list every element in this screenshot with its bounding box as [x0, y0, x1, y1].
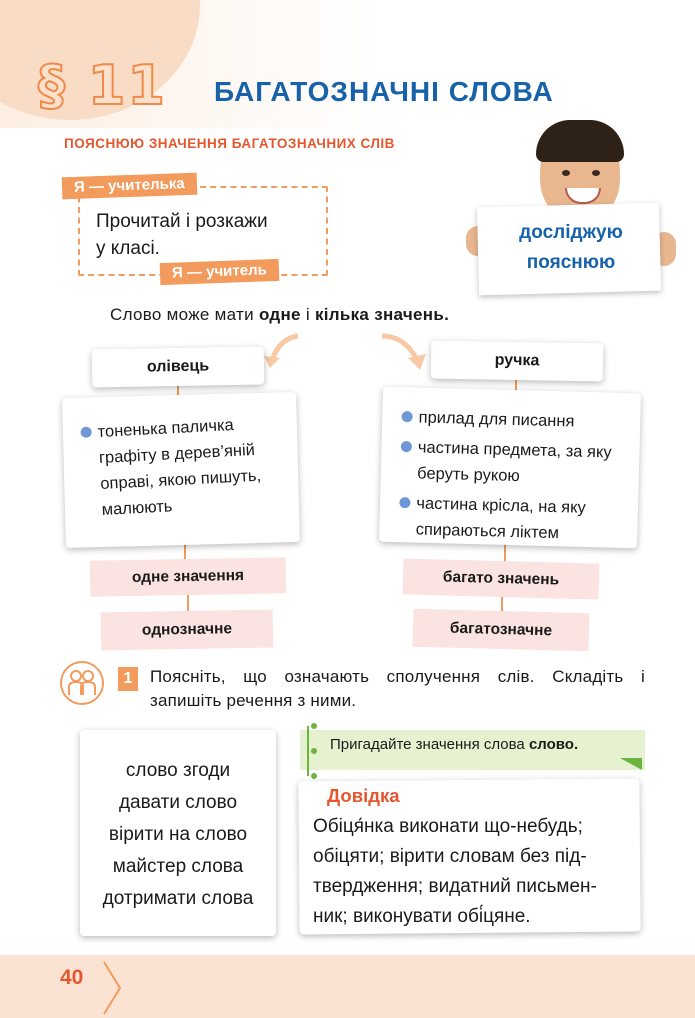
- sign-line: пояснюю: [526, 252, 616, 273]
- section-subtitle: ПОЯСНЮЮ ЗНАЧЕННЯ БАГАТОЗНАЧНИХ СЛІВ: [64, 136, 395, 151]
- task-number: 1: [118, 667, 138, 691]
- type-badge-right: багатозначне: [413, 609, 590, 652]
- bullet-icon: [401, 441, 412, 452]
- reference-text: [313, 812, 635, 932]
- bullet-icon: [402, 411, 413, 422]
- meaning-line: графіту в дерев’яній: [98, 440, 256, 468]
- intro-bold-one: одне: [258, 305, 301, 324]
- hint-bold-word: слово.: [528, 736, 579, 753]
- meaning-text-left: [80, 409, 297, 524]
- phrase-item: майстер слова: [112, 856, 244, 877]
- intro-sentence: [110, 305, 449, 325]
- bullet-icon: [80, 426, 92, 438]
- hint-text: Пригадайте значення слова слово.: [330, 736, 579, 753]
- hint-connector-icon: [304, 722, 318, 780]
- intro-middle: і: [300, 305, 315, 324]
- meaning-line: тоненька паличка: [97, 415, 235, 442]
- phrase-item: давати слово: [118, 792, 238, 813]
- meaning-line: малюють: [101, 497, 173, 519]
- intro-prefix: Слово може мати: [110, 305, 259, 324]
- group-work-icon: [60, 661, 104, 705]
- hint-corner-icon: [620, 758, 642, 770]
- curved-arrow-left-icon: [262, 330, 302, 370]
- reference-line: Обіця́нка виконати що-небудь;: [313, 816, 583, 837]
- meaning-line: оправі, якою пишуть,: [99, 466, 262, 494]
- word-card-ruchka: ручка: [431, 341, 604, 382]
- task-text: Поясніть, що означають сполучення слів. Складіть і запишіть речення з ними.: [150, 667, 645, 710]
- connector-line: [501, 597, 503, 612]
- role-tag-teacher-female: Я — учителька: [62, 173, 197, 200]
- role-tag-teacher-male: Я — учитель: [160, 259, 280, 285]
- reference-line: ник; виконувати обі́цяне.: [313, 906, 531, 927]
- reference-line: твердження; видатний письмен-: [313, 876, 597, 897]
- meaning-text-right: [398, 404, 634, 552]
- word-card-olivets: олівець: [92, 347, 265, 388]
- meaning-item: частина крісла, на яку спираються ліктем: [398, 490, 631, 548]
- sign-line: досліджую: [519, 222, 623, 243]
- section-number: § 11: [38, 54, 167, 117]
- page-number: 40: [60, 966, 84, 989]
- type-badge-left: однозначне: [101, 610, 274, 651]
- bullet-icon: [399, 497, 410, 508]
- intro-bold-many: кілька значень.: [314, 305, 450, 324]
- boy-hair: [536, 120, 624, 162]
- page-title: БАГАТОЗНАЧНІ СЛОВА: [214, 76, 554, 107]
- reference-line: обіцяти; вірити словам без під-: [313, 846, 587, 867]
- instruction-text: [96, 208, 268, 262]
- phrase-item: вірити на слово: [108, 824, 248, 845]
- reference-title: Довідка: [327, 785, 400, 806]
- phrase-item: дотримати слова: [102, 888, 254, 909]
- count-badge-right: багато значень: [403, 558, 600, 599]
- count-badge-left: одне значення: [90, 557, 287, 596]
- curved-arrow-right-icon: [378, 330, 428, 370]
- boy-eye: [592, 170, 600, 176]
- phrase-item: слово згоди: [125, 760, 231, 781]
- boy-eye: [562, 170, 570, 176]
- meaning-item: прилад для писання: [401, 404, 634, 436]
- connector-line: [187, 595, 189, 612]
- footer-chevron-icon: [100, 960, 124, 1016]
- phrases-list: [80, 755, 276, 915]
- instruction-line: у класі.: [96, 238, 160, 259]
- meaning-item: частина предмета, за яку беруть рукою: [400, 434, 633, 492]
- instruction-line: Прочитай і розкажи: [96, 211, 268, 232]
- sign-text: [496, 218, 646, 278]
